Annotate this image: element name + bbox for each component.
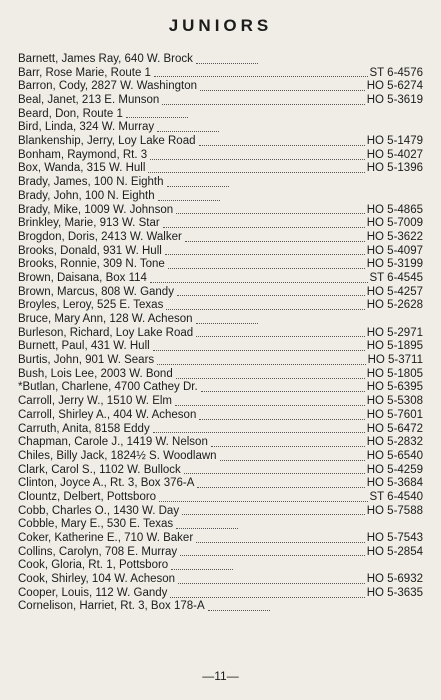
entry-name-address: Brady, Mike, 1009 W. Johnson: [18, 203, 174, 216]
entry-name-address: Beal, Janet, 213 E. Munson: [18, 94, 160, 107]
directory-entry: [18, 340, 423, 354]
dot-leader: [126, 117, 188, 118]
dot-leader: [211, 446, 365, 447]
directory-entry: [18, 67, 423, 81]
entry-phone: HO 5-5308: [366, 395, 423, 408]
directory-entry: [18, 286, 423, 300]
entry-name-address: Cook, Shirley, 104 W. Acheson: [18, 573, 176, 586]
entry-phone: HO 5-2628: [366, 299, 423, 312]
directory-entry: [18, 477, 423, 491]
directory-entry: [18, 121, 423, 135]
entry-phone: HO 5-2971: [366, 326, 423, 339]
entry-phone: HO 5-1895: [366, 340, 423, 353]
entry-phone: HO 5-6274: [366, 80, 423, 93]
dot-leader: [177, 295, 365, 296]
directory-entry: [18, 395, 423, 409]
entry-name-address: Bush, Lois Lee, 2003 W. Bond: [18, 367, 173, 380]
entry-phone: HO 5-2854: [366, 545, 423, 558]
dot-leader: [150, 282, 368, 283]
entry-phone: HO 5-4097: [366, 244, 423, 257]
entry-name-address: Barr, Rose Marie, Route 1: [18, 66, 151, 79]
entry-name-address: Barron, Cody, 2827 W. Washington: [18, 80, 197, 93]
directory-entry: [18, 217, 423, 231]
entry-name-address: Burleson, Richard, Loy Lake Road: [18, 326, 194, 339]
entry-name-address: Bruce, Mary Ann, 128 W. Acheson: [18, 313, 193, 326]
dot-leader: [208, 610, 270, 611]
entry-name-address: Clark, Carol S., 1102 W. Bullock: [18, 463, 181, 476]
entry-name-address: Carroll, Shirley A., 404 W. Acheson: [18, 408, 197, 421]
dot-leader: [220, 460, 365, 461]
entry-phone: HO 5-3199: [366, 258, 423, 271]
entry-phone: HO 5-1479: [366, 135, 423, 148]
entry-name-address: Collins, Carolyn, 708 E. Murray: [18, 545, 178, 558]
entry-phone: HO 5-7588: [366, 504, 423, 517]
entry-phone: HO 5-1805: [366, 367, 423, 380]
directory-entry: [18, 176, 423, 190]
dot-leader: [196, 323, 258, 324]
dot-leader: [184, 473, 365, 474]
dot-leader: [166, 309, 364, 310]
entry-name-address: Brady, James, 100 N. Eighth: [18, 176, 164, 189]
directory-entry: [18, 354, 423, 368]
entry-name-address: Chiles, Billy Jack, 1824½ S. Woodlawn: [18, 449, 217, 462]
entry-name-address: Burnett, Paul, 431 W. Hull: [18, 340, 150, 353]
entry-name-address: Brady, John, 100 N. Eighth: [18, 189, 155, 202]
dot-leader: [196, 63, 258, 64]
entry-name-address: Chapman, Carole J., 1419 W. Nelson: [18, 436, 208, 449]
directory-entry: [18, 491, 423, 505]
dot-leader: [162, 104, 364, 105]
dot-leader: [180, 555, 365, 556]
entry-phone: HO 5-4259: [366, 463, 423, 476]
entry-phone: HO 5-6540: [366, 449, 423, 462]
entry-name-address: Blankenship, Jerry, Loy Lake Road: [18, 135, 196, 148]
entry-name-address: Cornelison, Harriet, Rt. 3, Box 178-A: [18, 600, 205, 613]
dot-leader: [148, 172, 364, 173]
directory-entry: [18, 505, 423, 519]
directory-entry: [18, 94, 423, 108]
entry-phone: HO 5-3711: [367, 354, 423, 367]
entry-phone: HO 5-4027: [366, 148, 423, 161]
dot-leader: [176, 213, 365, 214]
directory-entry: [18, 587, 423, 601]
directory-entry: [18, 53, 423, 67]
entry-name-address: Cook, Gloria, Rt. 1, Pottsboro: [18, 559, 169, 572]
directory-entry: [18, 601, 423, 615]
directory-entry: [18, 573, 423, 587]
dot-leader: [178, 583, 365, 584]
dot-leader: [196, 336, 365, 337]
entry-name-address: *Butlan, Charlene, 4700 Cathey Dr.: [18, 381, 198, 394]
entry-phone: HO 5-4257: [366, 285, 423, 298]
dot-leader: [176, 528, 238, 529]
entry-phone: HO 5-4865: [366, 203, 423, 216]
directory-entry: [18, 382, 423, 396]
entry-name-address: Brown, Daisana, Box 114: [18, 271, 147, 284]
entry-name-address: Brogdon, Doris, 2413 W. Walker: [18, 230, 182, 243]
directory-entry: [18, 464, 423, 478]
directory-entry: [18, 546, 423, 560]
directory-entry: [18, 163, 423, 177]
entry-name-address: Brooks, Donald, 931 W. Hull: [18, 244, 162, 257]
entry-phone: HO 5-3635: [366, 586, 423, 599]
dot-leader: [153, 432, 365, 433]
entry-name-address: Carroll, Jerry W., 1510 W. Elm: [18, 395, 173, 408]
directory-entry: [18, 190, 423, 204]
entry-name-address: Broyles, Leroy, 525 E. Texas: [18, 299, 164, 312]
directory-entry: [18, 80, 423, 94]
entry-name-address: Bird, Linda, 324 W. Murray: [18, 121, 155, 134]
dot-leader: [157, 364, 365, 365]
entry-phone: HO 5-7009: [366, 217, 423, 230]
entry-name-address: Coker, Katherine E., 710 W. Baker: [18, 532, 194, 545]
dot-leader: [199, 419, 364, 420]
directory-entry: [18, 532, 423, 546]
entry-phone: ST 6-4545: [369, 271, 423, 284]
dot-leader: [158, 200, 220, 201]
dot-leader: [163, 227, 365, 228]
dot-leader: [176, 378, 365, 379]
directory-entry: [18, 245, 423, 259]
dot-leader: [159, 501, 367, 502]
entry-phone: ST 6-4540: [369, 490, 423, 503]
entry-name-address: Clountz, Delbert, Pottsboro: [18, 490, 157, 503]
entry-name-address: Clinton, Joyce A., Rt. 3, Box 376-A: [18, 477, 195, 490]
entry-name-address: Burtis, John, 901 W. Sears: [18, 354, 155, 367]
dot-leader: [185, 241, 365, 242]
dot-leader: [200, 90, 365, 91]
entry-name-address: Carruth, Anita, 8158 Eddy: [18, 422, 150, 435]
entry-name-address: Box, Wanda, 315 W. Hull: [18, 162, 146, 175]
directory-entry: [18, 231, 423, 245]
dot-leader: [150, 159, 365, 160]
dot-leader: [197, 487, 364, 488]
entry-phone: HO 5-2832: [366, 436, 423, 449]
dot-leader: [199, 145, 365, 146]
entry-phone: HO 5-1396: [366, 162, 423, 175]
dot-leader: [201, 391, 365, 392]
directory-entry: [18, 436, 423, 450]
entry-name-address: Cobble, Mary E., 530 E. Texas: [18, 518, 174, 531]
dot-leader: [157, 131, 219, 132]
directory-entry: [18, 313, 423, 327]
dot-leader: [168, 268, 365, 269]
directory-entry: [18, 135, 423, 149]
entry-phone: HO 5-7601: [366, 408, 423, 421]
entry-name-address: Brinkley, Marie, 913 W. Star: [18, 217, 160, 230]
directory-entry: [18, 368, 423, 382]
directory-entry: [18, 299, 423, 313]
entry-name-address: Beard, Don, Route 1: [18, 107, 123, 120]
entry-phone: HO 5-3619: [366, 94, 423, 107]
directory-entry: [18, 327, 423, 341]
entry-name-address: Cobb, Charles O., 1430 W. Day: [18, 504, 180, 517]
entry-phone: HO 5-7543: [366, 532, 423, 545]
directory-entry: [18, 423, 423, 437]
dot-leader: [182, 514, 365, 515]
dot-leader: [196, 542, 365, 543]
dot-leader: [165, 254, 365, 255]
dot-leader: [171, 569, 233, 570]
page-title: JUNIORS: [168, 16, 273, 35]
directory-entry: [18, 149, 423, 163]
dot-leader: [170, 597, 364, 598]
directory-entry: [18, 272, 423, 286]
entry-phone: HO 5-6472: [366, 422, 423, 435]
directory-entry: [18, 258, 423, 272]
entry-name-address: Brooks, Ronnie, 309 N. Tone: [18, 258, 165, 271]
entry-name-address: Barnett, James Ray, 640 W. Brock: [18, 52, 193, 65]
directory-entry: [18, 450, 423, 464]
directory-entry: [18, 108, 423, 122]
directory-entry: [18, 518, 423, 532]
entry-phone: HO 5-3684: [366, 477, 423, 490]
entry-name-address: Brown, Marcus, 808 W. Gandy: [18, 285, 174, 298]
directory-entry: [18, 409, 423, 423]
dot-leader: [175, 405, 365, 406]
entry-name-address: Bonham, Raymond, Rt. 3: [18, 148, 148, 161]
directory-entry: [18, 204, 423, 218]
entry-phone: HO 5-6932: [366, 573, 423, 586]
directory-list: [18, 53, 423, 614]
entry-phone: ST 6-4576: [369, 66, 423, 79]
page-number: —11—: [202, 669, 239, 683]
dot-leader: [167, 186, 229, 187]
dot-leader: [153, 350, 365, 351]
entry-name-address: Cooper, Louis, 112 W. Gandy: [18, 586, 168, 599]
directory-entry: [18, 559, 423, 573]
entry-phone: HO 5-3622: [366, 230, 423, 243]
dot-leader: [154, 76, 368, 77]
entry-phone: HO 5-6395: [366, 381, 423, 394]
